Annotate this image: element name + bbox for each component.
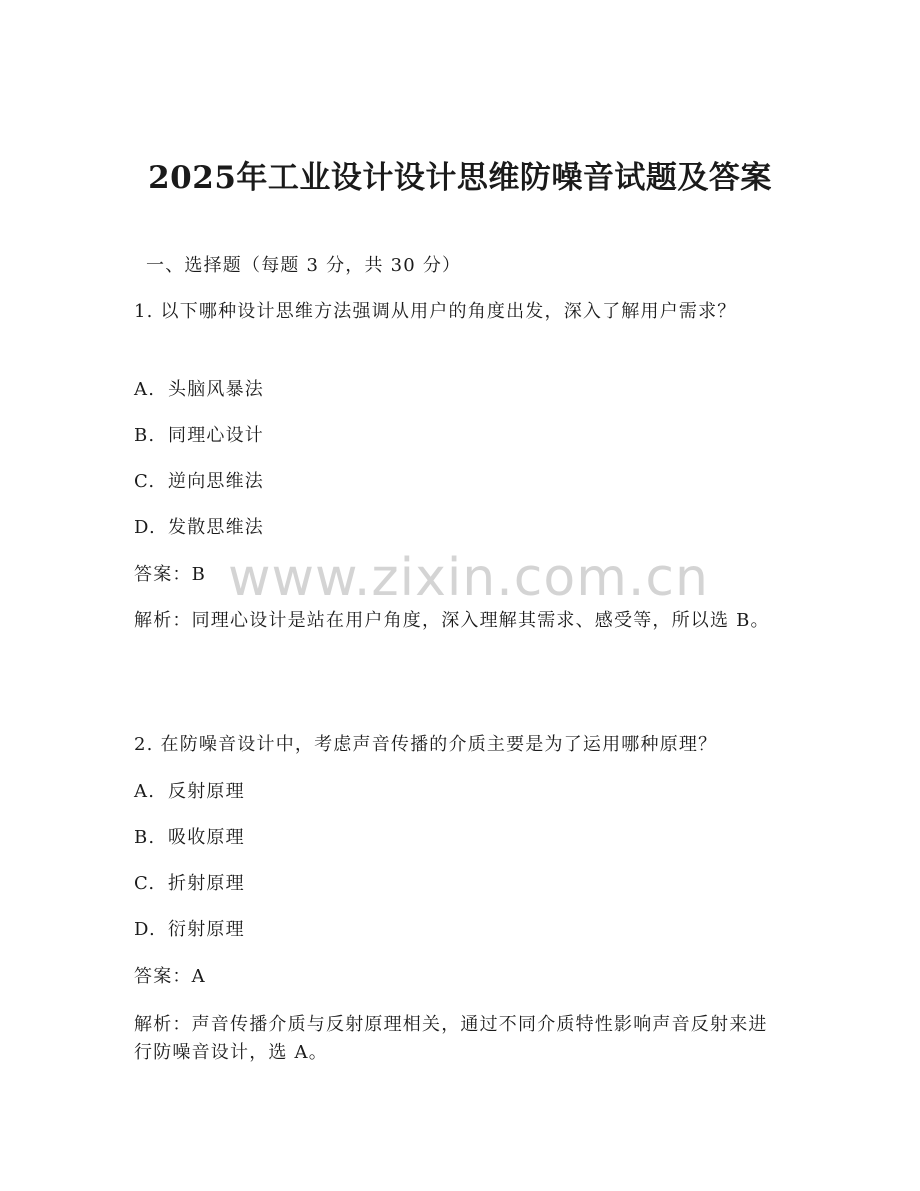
question-2-option-a [134, 780, 245, 804]
option-text: 反射原理 [168, 781, 245, 802]
option-letter: D. [134, 919, 156, 940]
option-letter: C. [134, 873, 156, 894]
question-2-analysis: 解析：声音传播介质与反射原理相关，通过不同介质特性影响声音反射来进行防噪音设计，选 A。 [134, 1014, 768, 1063]
question-2-answer: 答案：A [134, 966, 206, 987]
question-2-option-b [134, 826, 245, 850]
option-letter: D. [134, 517, 156, 538]
document-title: 2025年工业设计设计思维防噪音试题及答案 [148, 160, 772, 196]
question-1-option-a [134, 378, 264, 402]
option-letter: A. [134, 781, 156, 802]
option-letter: B. [134, 425, 156, 446]
option-letter: A. [134, 379, 156, 400]
question-1-analysis: 解析：同理心设计是站在用户角度，深入理解其需求、感受等，所以选 B。 [134, 610, 770, 631]
option-text: 发散思维法 [168, 517, 264, 538]
option-text: 吸收原理 [168, 827, 245, 848]
question-1-option-d [134, 516, 264, 540]
option-text: 同理心设计 [168, 425, 264, 446]
question-2-option-c [134, 872, 245, 896]
option-letter: B. [134, 827, 156, 848]
section-heading: 一、选择题（每题 3 分，共 30 分） [146, 255, 462, 276]
option-text: 折射原理 [168, 873, 245, 894]
option-text: 头脑风暴法 [168, 379, 264, 400]
question-1-answer: 答案：B [134, 564, 207, 585]
option-text: 衍射原理 [168, 919, 245, 940]
question-2-option-d [134, 918, 245, 942]
question-1-option-c [134, 470, 264, 494]
question-2-stem: 2. 在防噪音设计中，考虑声音传播的介质主要是为了运用哪种原理？ [134, 734, 718, 755]
watermark: www.zixin.com.cn [228, 548, 709, 608]
option-letter: C. [134, 471, 156, 492]
option-text: 逆向思维法 [168, 471, 264, 492]
question-1-stem: 1. 以下哪种设计思维方法强调从用户的角度出发，深入了解用户需求？ [134, 301, 737, 322]
question-1-option-b [134, 424, 264, 448]
